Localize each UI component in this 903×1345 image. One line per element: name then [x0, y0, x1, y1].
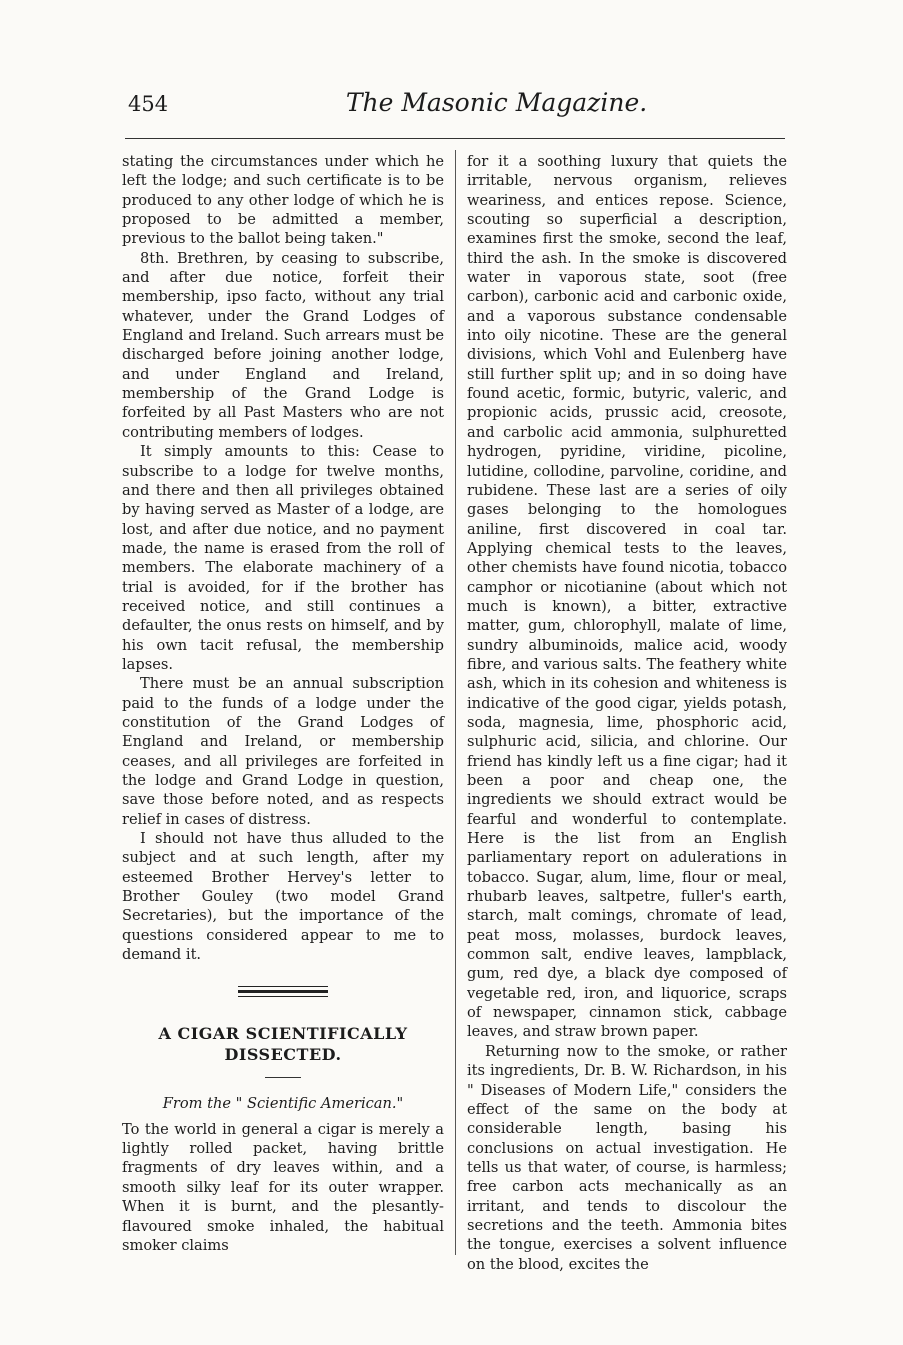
paragraph: To the world in general a cigar is merely a lightly rolled packet, having brittle fragments of dry leaves within, and a smooth silky leaf for its outer wrapper. When it is burnt, and the plesantly-flavoured smoke inhaled, the habitual smoker claims: [122, 1120, 444, 1254]
section-ornament: [238, 986, 328, 997]
left-column: [122, 152, 444, 1255]
running-title: The Masonic Magazine.: [345, 88, 648, 117]
paragraph: I should not have thus alluded to the subject and at such length, after my esteemed Brother Hervey's letter to Brother Gouley (two model Grand Secretaries), but the importance of the questions considered appear to me to demand it.: [122, 830, 444, 964]
paragraph: There must be an annual subscription paid to the funds of a lodge under the constitution of the Grand Lodges of England and Ireland, or membership ceases, and all privileges are forfeited in the lodge and Grand Lodge in question, save those before noted, and as respects relief in cases of distress.: [122, 675, 444, 828]
article-source: From the " Scientific American.": [162, 1095, 404, 1113]
paragraph: It simply amounts to this: Cease to subscribe to a lodge for twelve months, and there and then all privileges obtained by having served as Master of a lodge, are lost, and after due notice, and no payment made, the name is erased from the roll of members. The elaborate machinery of a trial is avoided, for if the brother has received notice, and still continues a defaulter, the onus rests on himself, and by his own tacit refusal, the membership lapses.: [122, 443, 444, 673]
page-number: 454: [128, 92, 169, 116]
paragraph: for it a soothing luxury that quiets the irritable, nervous organism, relieves weariness, and entices repose. Science, scouting so superficial a description, examines first the smoke, second the leaf, third the ash. In the smoke is discovered water in vaporous state, soot (free carbon), carbonic acid and carbonic oxide, and a vaporous substance condensable into oily nicotine. These are the general divisions, which Vohl and Eulenberg have still further split up; and in so doing have found acetic, formic, butyric, valeric, and propionic acids, prussic acid, creosote, and carbolic acid ammonia, sulphuretted hydrogen, pyridine, viridine, picoline, lutidine, collodine, parvoline, coridine, and rubidene. These last are a series of oily gases belonging to the homologues aniline, first discovered in coal tar. Applying chemical tests to the leaves, other chemists have found nicotia, tobacco camphor or nicotianine (about which not much is known), a bitter, extractive matter, gum, chlorophyll, malate of lime, sundry albuminoids, malice acid, woody fibre, and various salts. The feathery white ash, which in its cohesion and whiteness is indicative of the good cigar, yields potash, soda, magnesia, lime, phosphoric acid, sulphuric acid, silicia, and chlorine. Our friend has kindly left us a fine cigar; had it been a poor and cheap one, the ingredients we should extract would be fearful and wonderful to contemplate. Here is the list from an English parliamentary report on adulerations in tobacco. Sugar, alum, lime, flour or meal, rhubarb leaves, saltpetre, fuller's earth, starch, malt comings, chromate of lead, peat moss, molasses, burdock leaves, common salt, endive leaves, lampblack, gum, red dye, a black dye composed of vegetable red, iron, and liquorice, scraps of newspaper, cinnamon stick, cabbage leaves, and straw brown paper.: [467, 153, 787, 1041]
paragraph: 8th. Brethren, by ceasing to subscribe, and after due notice, forfeit their membership, ipso facto, without any trial whatever, under the Grand Lodges of England and Ireland. Such arrears must be discharged before joining another lodge, and under England and Ireland, membership of the Grand Lodge is forfeited by all Past Masters who are not contributing members of lodges.: [122, 249, 444, 441]
right-column: [467, 152, 787, 1274]
article-title: A CIGAR SCIENTIFICALLY DISSECTED.: [158, 1024, 408, 1065]
title-rule: [265, 1077, 301, 1078]
column-divider: [455, 150, 456, 1255]
header-rule: [125, 138, 785, 139]
paragraph: Returning now to the smoke, or rather its ingredients, Dr. B. W. Richardson, in his " Diseases of Modern Life," considers the effect of the same on the body at considerable length, basing his conclusions on actual investigation. He tells us that water, of course, is harmless; free carbon acts mechanically as an irritant, and tends to discolour the secretions and the teeth. Ammonia bites the tongue, exercises a solvent influence on the blood, excites the: [467, 1042, 787, 1273]
paragraph: stating the circumstances under which he left the lodge; and such certificate is to be produced to any other lodge of which he is proposed to be admitted a member, previous to the ballot being taken.": [122, 153, 444, 248]
